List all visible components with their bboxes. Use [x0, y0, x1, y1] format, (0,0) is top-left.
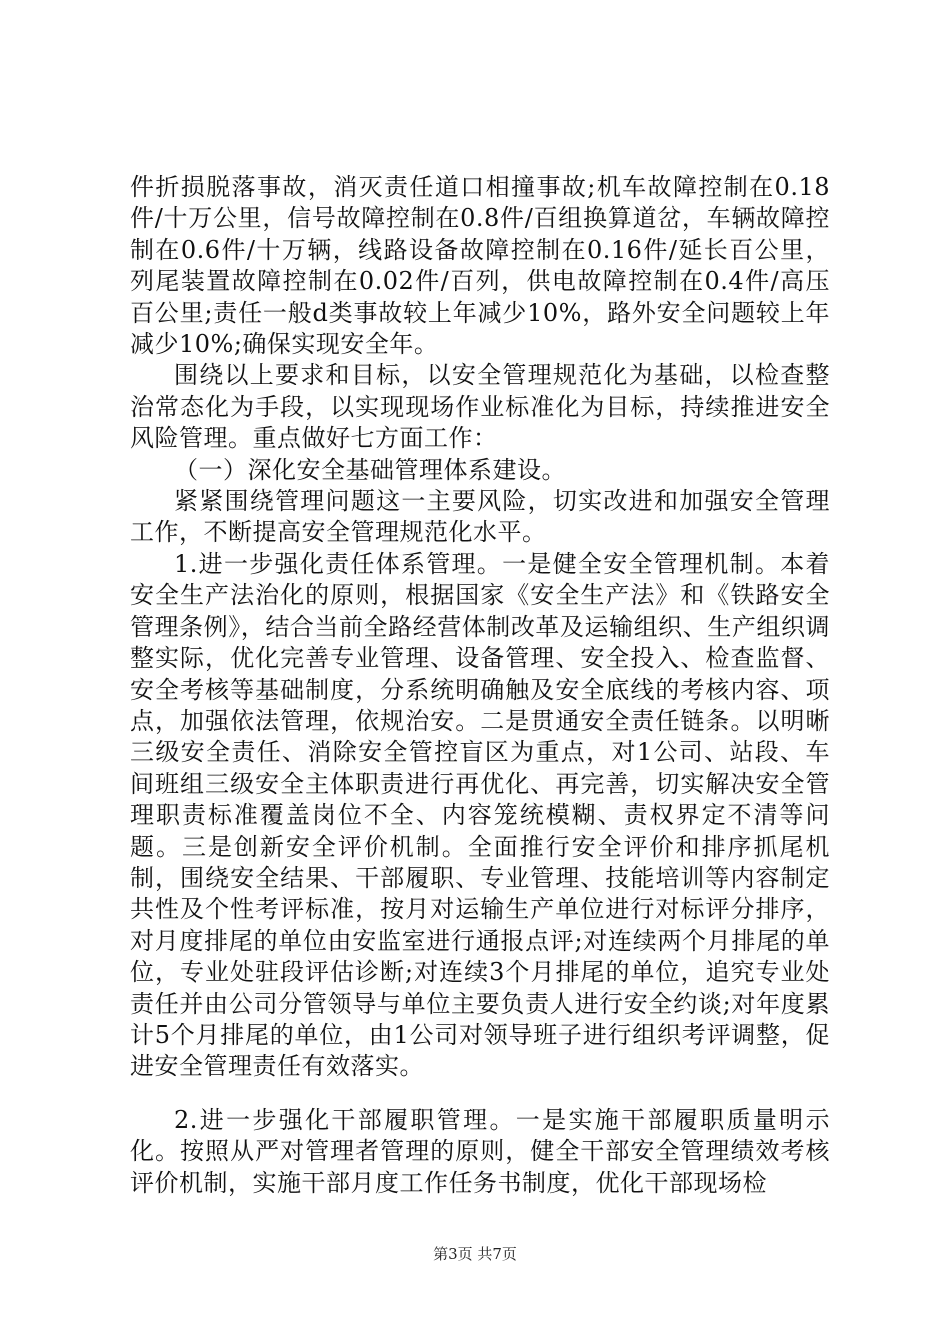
paragraph-work-overview: 围绕以上要求和目标，以安全管理规范化为基础，以检查整治常态化为手段，以实现现场作业标准化为目标，持续推进安全风险管理。重点做好七方面工作： — [130, 361, 830, 453]
document-body — [130, 172, 830, 1199]
page-number-footer: 第3页 共7页 — [433, 1245, 517, 1263]
paragraph-continuation: 件折损脱落事故，消灭责任道口相撞事故;机车故障控制在0.18件/十万公里，信号故障控制在0.8件/百组换算道岔，车辆故障控制在0.6件/十万辆，线路设备故障控制在0.16件/延长百公里，列尾装置故障控制在0.02件/百列，供电故障控制在0.4件/高压百公里;责任一般d类事故较上年减少10%，路外安全问题较上年减少10%;确保实现安全年。 — [130, 173, 830, 359]
paragraph-section-intro: 紧紧围绕管理问题这一主要风险，切实改进和加强安全管理工作，不断提高安全管理规范化水平。 — [130, 487, 830, 547]
section-heading-1: （一）深化安全基础管理体系建设。 — [174, 455, 566, 484]
paragraph-item-1: 1.进一步强化责任体系管理。一是健全安全管理机制。本着安全生产法治化的原则，根据国家《安全生产法》和《铁路安全管理条例》，结合当前全路经营体制改革及运输组织、生产组织调整实际，优化完善专业管理、设备管理、安全投入、检查监督、安全考核等基础制度，分系统明确触及安全底线的考核内容、项点，加强依法管理，依规治安。二是贯通安全责任链条。以明晰三级安全责任、消除安全管控盲区为重点，对1公司、站段、车间班组三级安全主体职责进行再优化、再完善，切实解决安全管理职责标准覆盖岗位不全、内容笼统模糊、责权界定不清等问题。三是创新安全评价机制。全面推行安全评价和排序抓尾机制，围绕安全结果、干部履职、专业管理、技能培训等内容制定共性及个性考评标准，按月对运输生产单位进行对标评分排序，对月度排尾的单位由安监室进行通报点评;对连续两个月排尾的单位，专业处驻段评估诊断;对连续3个月排尾的单位，追究专业处责任并由公司分管领导与单位主要负责人进行安全约谈;对年度累计5个月排尾的单位，由1公司对领导班子进行组织考评调整，促进安全管理责任有效落实。 — [130, 549, 830, 1081]
paragraph-item-2: 2.进一步强化干部履职管理。一是实施干部履职质量明示化。按照从严对管理者管理的原则，健全干部安全管理绩效考核评价机制，实施干部月度工作任务书制度，优化干部现场检 — [130, 1105, 830, 1197]
